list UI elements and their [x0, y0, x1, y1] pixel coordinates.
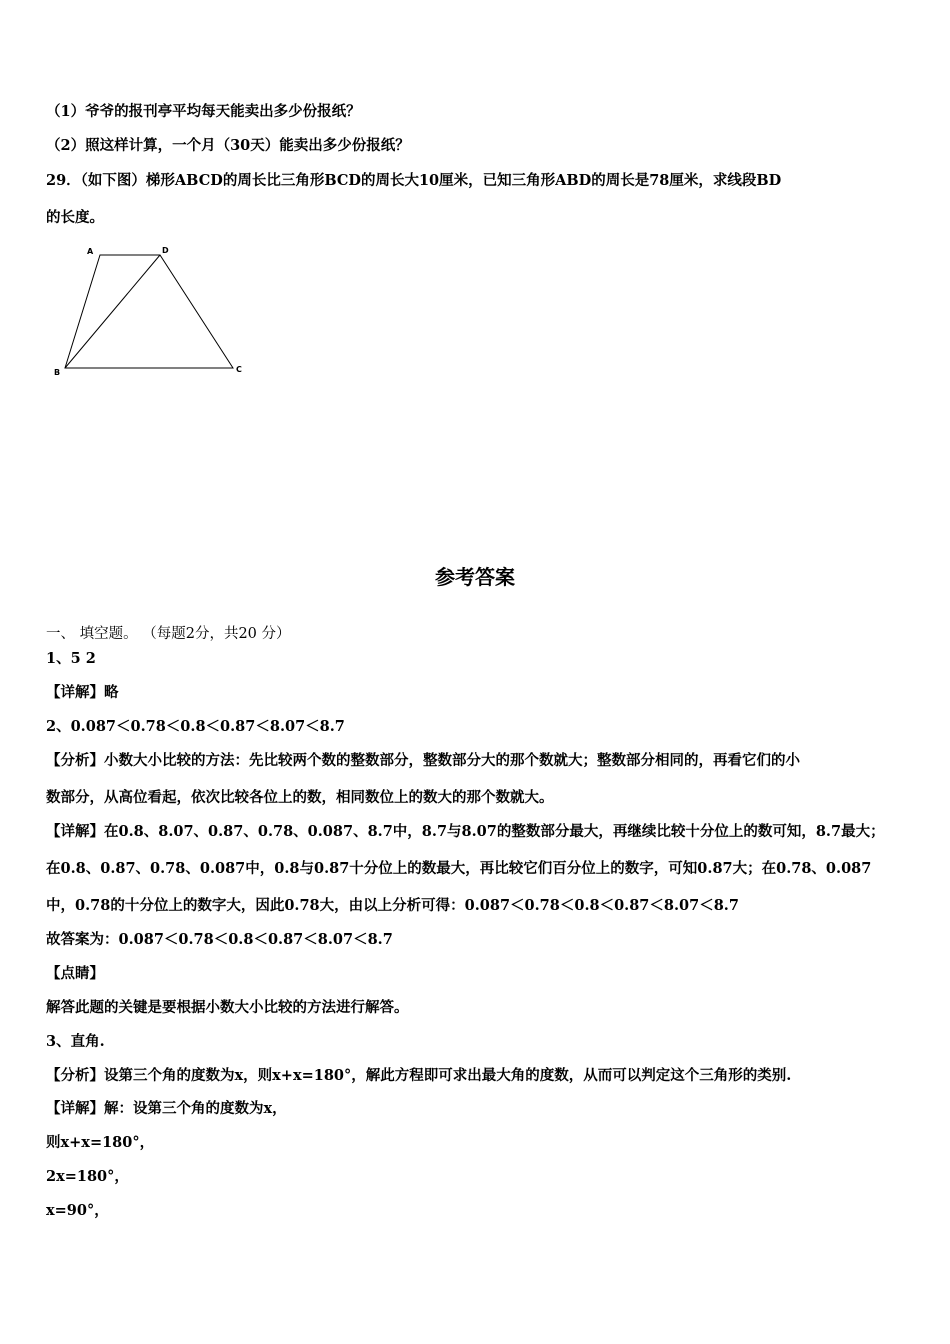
q29-text-line1: 29．（如下图）梯形ABCD的周长比三角形BCD的周长大10厘米，已知三角形ABD的周长是78厘米，求线段BD [46, 172, 782, 189]
label-c: C [236, 365, 242, 374]
trapezoid-figure [50, 240, 250, 380]
label-b: B [54, 368, 61, 377]
answer-line: 故答案为：0.087＜0.78＜0.8＜0.87＜8.07＜8.7 [46, 931, 393, 948]
answer-line: 解答此题的关键是要根据小数大小比较的方法进行解答。 [46, 999, 409, 1016]
diagonal-bd [65, 255, 160, 368]
answer-line: x=90°， [46, 1202, 109, 1219]
answer-line: 3、直角. [46, 1033, 105, 1050]
answer-line: 1、5 2 [46, 650, 96, 667]
q28-sub2: （2）照这样计算，一个月（30天）能卖出多少份报纸？ [46, 137, 410, 154]
trapezoid-outline [65, 255, 233, 368]
answer-line: 【分析】设第三个角的度数为x，则x+x=180°，解此方程即可求出最大角的度数，从而可以判定这个三角形的类别. [46, 1067, 792, 1084]
answer-line: 在0.8、0.87、0.78、0.087中，0.8与0.87十分位上的数最大，再比较它们百分位上的数字，可知0.87大；在0.78、0.087 [46, 860, 872, 877]
answers-title: 参考答案 [435, 565, 515, 589]
answer-line: 【点睛】 [46, 965, 104, 982]
label-a: A [87, 247, 94, 256]
q28-sub1: （1）爷爷的报刊亭平均每天能卖出多少份报纸？ [46, 103, 361, 120]
answer-line: 数部分，从高位看起，依次比较各位上的数，相同数位上的数大的那个数就大。 [46, 789, 554, 806]
answer-line: 【详解】在0.8、8.07、0.87、0.78、0.087、8.7中，8.7与8.07的整数部分最大，再继续比较十分位上的数可知，8.7最大； [46, 823, 885, 840]
answer-line: 2x=180°， [46, 1168, 129, 1185]
answer-line: 【分析】小数大小比较的方法：先比较两个数的整数部分，整数部分大的那个数就大；整数部分相同的，再看它们的小 [46, 752, 800, 769]
label-d: D [162, 246, 169, 255]
answer-line: 【详解】解：设第三个角的度数为x， [46, 1100, 287, 1117]
answer-line: 2、0.087＜0.78＜0.8＜0.87＜8.07＜8.7 [46, 718, 345, 735]
answer-line: 【详解】略 [46, 684, 119, 701]
q29-text-line2: 的长度。 [46, 209, 104, 226]
answer-line: 中，0.78的十分位上的数字大，因此0.78大，由以上分析可得：0.087＜0.78＜0.8＜0.87＜8.07＜8.7 [46, 897, 739, 914]
answer-line: 则x+x=180°， [46, 1134, 155, 1151]
section-heading: 一、 填空题。 （每题2分，共20 分） [46, 626, 291, 642]
